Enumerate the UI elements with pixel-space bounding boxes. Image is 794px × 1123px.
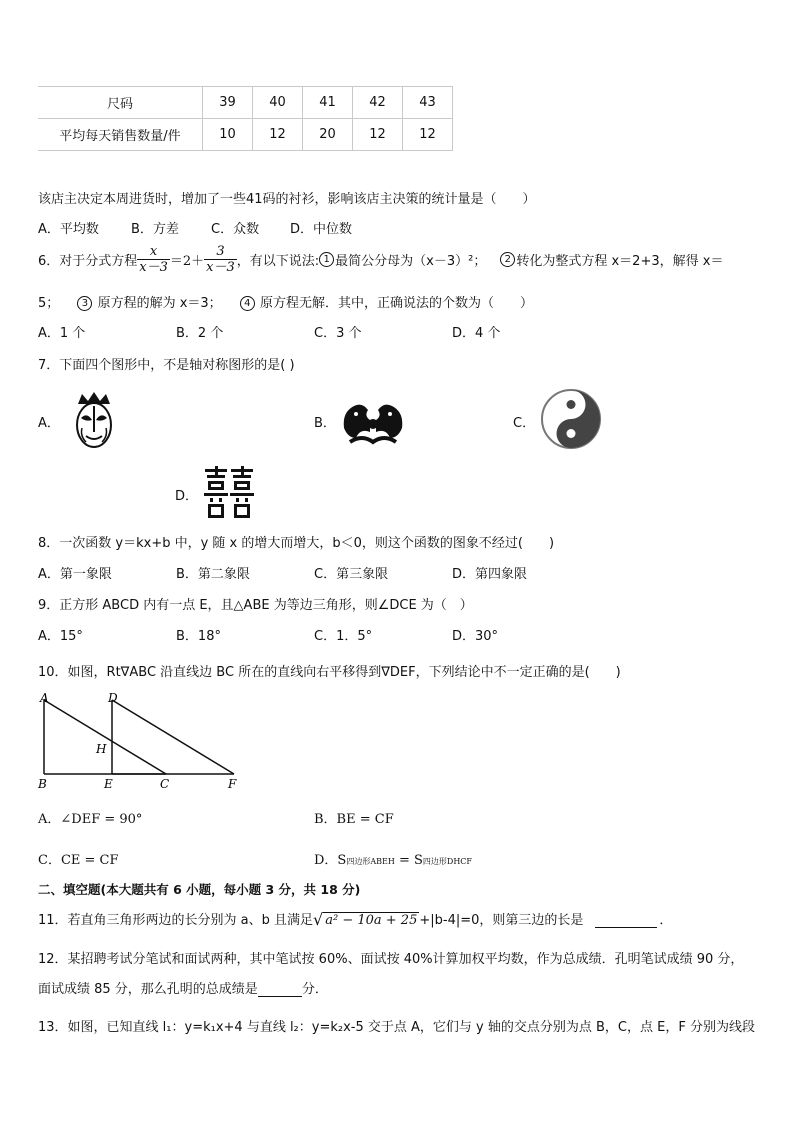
q6-statement-1: 最简公分母为（x－3）²； xyxy=(335,254,487,269)
sales-cell: 12 xyxy=(353,119,403,151)
q8-option-a: A．第一象限 xyxy=(38,567,112,582)
q10-stem: 10．如图，Rt∇ABC 沿直线边 BC 所在的直线向右平移得到∇DEF，下列结论中不一定正确的是( ) xyxy=(38,665,621,680)
twin-dragon-icon xyxy=(340,398,406,448)
yin-yang-icon xyxy=(540,388,602,450)
q6-equation-mid: ＝2＋ xyxy=(169,254,205,269)
q10-option-b: B．BE = CF xyxy=(314,812,394,827)
q11-end: ． xyxy=(659,913,673,928)
q5-option-c: C．众数 xyxy=(211,222,260,237)
q6-option-c: C．3 个 xyxy=(314,326,362,341)
circled-number-2: 2 xyxy=(500,252,515,267)
q6-line2-start: 5； xyxy=(38,296,60,311)
q12-line2 xyxy=(38,978,328,997)
q9-option-a: A．15° xyxy=(38,629,83,644)
q10-option-d xyxy=(314,849,472,868)
q6-after: ，有以下说法: xyxy=(236,254,320,269)
q9-option-b: B．18° xyxy=(176,629,221,644)
q11-sqrt-expr: a² − 10a + 25 xyxy=(325,913,418,928)
q13-text: 13．如图，已知直线 l₁：y=k₁x+4 与直线 l₂：y=k₂x-5 交于点 A，它们与 y 轴的交点分别为点 B，C，点 E，F 分别为线段 xyxy=(38,1020,755,1035)
q6-statement-2: 转化为整式方程 x＝2+3，解得 x＝ xyxy=(516,254,724,269)
q9-stem: 9．正方形 ABCD 内有一点 E，且△ABE 为等边三角形，则∠DCE 为（ ） xyxy=(38,598,473,613)
opera-mask-icon xyxy=(72,392,116,452)
circled-number-4: 4 xyxy=(240,296,255,311)
option-d-sub2: 四边形DHCF xyxy=(422,857,472,866)
q10-option-a: A．∠DEF = 90° xyxy=(38,812,143,827)
q5-stem: 该店主决定本周进货时，增加了一些41码的衬衫，影响该店主决策的统计量是（ ） xyxy=(38,192,536,207)
q11-tail: +|b-4|=0，则第三边的长是 xyxy=(419,913,584,928)
q7-option-a-label: A． xyxy=(38,416,60,431)
q11-line xyxy=(38,909,672,928)
q6-line1 xyxy=(38,244,723,275)
answer-blank xyxy=(595,927,657,928)
q7-stem: 7．下面四个图形中，不是轴对称图形的是( ) xyxy=(38,358,295,373)
point-label-c: C xyxy=(160,777,170,791)
table-row xyxy=(38,87,453,119)
fraction-denominator: x－3 xyxy=(206,260,235,275)
q8-option-b: B．第二象限 xyxy=(176,567,250,582)
size-cell: 42 xyxy=(353,87,403,119)
size-label-cell: 尺码 xyxy=(38,87,203,119)
q6-fraction-1 xyxy=(137,244,170,275)
q5-option-b: B．方差 xyxy=(131,222,179,237)
sales-cell: 20 xyxy=(303,119,353,151)
q8-stem: 8．一次函数 y＝kx+b 中，y 随 x 的增大而增大，b＜0，则这个函数的图象不经过( ) xyxy=(38,536,555,551)
fraction-numerator: 3 xyxy=(216,244,225,259)
answer-blank xyxy=(258,982,302,997)
point-label-d: D xyxy=(108,691,118,705)
point-label-f: F xyxy=(228,777,237,791)
q6-fraction-2 xyxy=(204,244,237,275)
table-row xyxy=(38,119,453,151)
q11-lead: 11．若直角三角形两边的长分别为 a、b 且满足 xyxy=(38,913,314,928)
point-label-e: E xyxy=(104,777,113,791)
q8-option-c: C．第三象限 xyxy=(314,567,389,582)
q6-statement-3: 原方程的解为 x＝3； xyxy=(97,296,222,311)
q12-line2-lead: 面试成绩 85 分，那么孔明的总成绩是 xyxy=(38,982,258,997)
section-heading: 二、填空题(本大题共有 6 小题，每小题 3 分，共 18 分) xyxy=(38,882,361,897)
q6-line2 xyxy=(38,292,533,311)
q7-option-b-label: B． xyxy=(314,416,336,431)
size-cell: 39 xyxy=(203,87,253,119)
circled-number-1: 1 xyxy=(319,252,334,267)
q5-option-d: D．中位数 xyxy=(290,222,353,237)
circled-number-3: 3 xyxy=(77,296,92,311)
option-d-mid: = S xyxy=(394,853,423,868)
sales-cell: 12 xyxy=(403,119,453,151)
q12-line1: 12．某招聘考试分笔试和面试两种，其中笔试按 60%、面试按 40%计算加权平均数，作为总成绩．孔明笔试成绩 90 分， xyxy=(38,952,744,967)
q6-lead: 6．对于分式方程 xyxy=(38,254,138,269)
sqrt-sign-icon: √ xyxy=(313,910,324,929)
fraction-numerator: x xyxy=(149,244,158,259)
q6-option-d: D．4 个 xyxy=(452,326,501,341)
q10-option-c: C．CE = CF xyxy=(38,853,119,868)
point-label-b: B xyxy=(38,777,47,791)
q9-option-d: D．30° xyxy=(452,629,499,644)
q6-option-b: B．2 个 xyxy=(176,326,224,341)
point-label-a: A xyxy=(40,691,49,705)
q9-option-c: C．1．5° xyxy=(314,629,373,644)
q8-option-d: D．第四象限 xyxy=(452,567,528,582)
size-cell: 40 xyxy=(253,87,303,119)
sales-label-cell: 平均每天销售数量/件 xyxy=(38,119,203,151)
q6-statement-4: 原方程无解．其中，正确说法的个数为（ ） xyxy=(259,296,533,311)
q7-option-d-label: D． xyxy=(175,489,199,504)
option-d-sub1: 四边形ABEH xyxy=(346,857,395,866)
point-label-h: H xyxy=(96,742,107,756)
q7-option-c-label: C． xyxy=(513,416,536,431)
q12-line2-tail: 分． xyxy=(301,982,328,997)
size-cell: 41 xyxy=(303,87,353,119)
sales-cell: 12 xyxy=(253,119,303,151)
q6-option-a: A．1 个 xyxy=(38,326,86,341)
q5-option-a: A．平均数 xyxy=(38,222,99,237)
sales-cell: 10 xyxy=(203,119,253,151)
translation-triangle-figure xyxy=(34,688,244,792)
fraction-denominator: x－3 xyxy=(139,260,168,275)
option-d-prefix: D．S xyxy=(314,853,347,868)
size-sales-table xyxy=(38,86,453,151)
size-cell: 43 xyxy=(403,87,453,119)
double-happiness-icon xyxy=(203,466,255,520)
